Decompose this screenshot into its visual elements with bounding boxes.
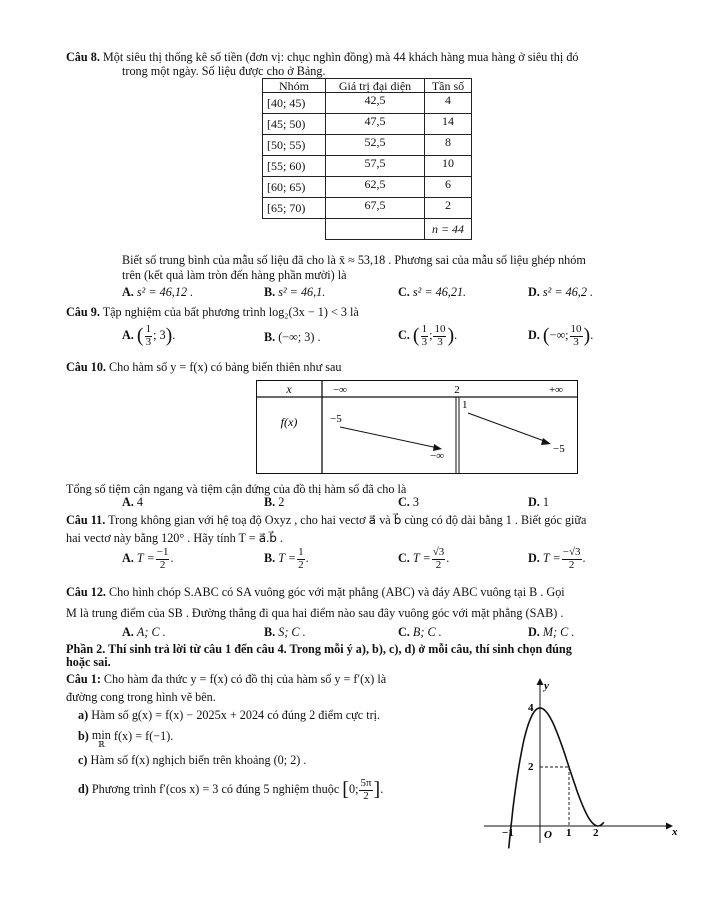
variation-table [256,380,578,474]
decreasing-arrow [340,427,438,448]
table-header: Nhóm [263,79,326,93]
q10-option-d: D. 1 [528,495,549,509]
q11-stem-line2: hai vectơ này bằng 120° . Hãy tính T = a⃗.b⃗ . [66,531,284,545]
group-cell: [60; 65) [263,177,326,198]
q12-option-b: B. S; C . [264,625,306,639]
q12-option-c: C. B; C . [398,625,442,639]
q8-after-line1: Biết số trung bình của mẫu số liệu đã cho là x̄ ≈ 53,18 . Phương sai của mẫu số liệu ghép nhóm [122,253,586,267]
q10-option-b: B. 2 [264,495,285,509]
total-cell: n = 44 [425,219,472,240]
q10-option-c: C. 3 [398,495,419,509]
x-value: 2 [454,384,460,396]
q8-label: Câu 8. [66,50,100,64]
q9-label: Câu 9. [66,305,100,319]
q10-label: Câu 10. [66,360,106,374]
q12-stem-line1: Cho hình chóp S.ABC có SA vuông góc với mặt phẳng (ABC) và đáy ABC vuông tại B . Gọi [109,585,565,599]
q11-stem-line1: Trong không gian với hệ toạ độ Oxyz , cho hai vectơ a⃗ và b⃗ cùng có độ dài bằng 1 . Biết góc giữa [108,513,587,527]
p2q1-item-a: a) Hàm số g(x) = f(x) − 2025x + 2024 có đúng 2 điểm cực trị. [78,708,381,722]
y-tick-label: 2 [528,761,534,773]
x-tick-label: 1 [566,827,572,839]
q8-option-a: A. s² = 46,12 . [122,285,194,299]
mid-cell: 42,5 [326,93,425,114]
y-tick-label: 4 [528,702,534,714]
p2q1-line1 [66,672,386,686]
x-value: −∞ [332,384,348,396]
q11-option-b: B. T = $\frac{1}{2}$ . [264,546,309,571]
table-header: Giá trị đại diện [326,79,425,93]
table-row [263,114,472,135]
freq-cell: 4 [425,93,472,114]
q9-option-a: A. ( $\frac{1}{3}$ ; 3). [122,323,176,348]
q12-stem-line2: M là trung điểm của SB . Đường thẳng đi qua hai điểm nào sau đây vuông góc với mặt phẳng (SAB) . [66,606,564,620]
q8-stem-line2: trong một ngày. Số liệu được cho ở Bảng. [122,64,326,78]
f-value: −5 [553,443,565,455]
q8-line1 [66,50,579,64]
q8-after-line2: trên (kết quả làm tròn đến hàng phần mười) là [122,268,347,282]
q9-option-b: B. (−∞; 3) . [264,330,321,344]
table-row [263,219,472,240]
p2q1-item-d: d) Phương trình f′(cos x) = 3 có đúng 5 nghiệm thuộc [0; $\frac{5\pi}{2}$ ]. [78,777,384,802]
group-cell: [40; 45) [263,93,326,114]
x-axis-label: x [672,826,678,838]
freq-cell: 8 [425,135,472,156]
group-cell: [50; 55) [263,135,326,156]
table-row [263,156,472,177]
x-label: x [286,382,292,396]
q10-stem-line [66,360,342,374]
group-cell: [65; 70) [263,198,326,219]
derivative-graph [484,675,684,850]
x-tick-label: 2 [593,827,599,839]
freq-cell: 6 [425,177,472,198]
f-value: −∞ [430,450,445,462]
x-tick-label: −1 [502,827,514,839]
table-row [263,177,472,198]
q8-option-d: D. s² = 46,2 . [528,285,594,299]
table-header: Tần số [425,79,472,93]
q8-frequency-table [262,78,472,240]
q11-line1 [66,513,586,527]
q11-option-a: A. T = $\frac{-1}{2}$ . [122,546,174,571]
mid-cell: 62,5 [326,177,425,198]
p2q1-item-c: c) Hàm số f(x) nghịch biến trên khoảng (0; 2) . [78,753,307,767]
q9-stem: Tập nghiệm của bất phương trình log₂(3x − 1) < 3 là [102,305,359,319]
f-value: −5 [330,413,342,425]
q8-option-b: B. s² = 46,1. [264,285,326,299]
q11-option-c: C. T = $\frac{√3}{2}$ . [398,546,450,571]
table-row [263,135,472,156]
decreasing-arrow [468,413,547,442]
q8-option-c: C. s² = 46,21. [398,285,467,299]
q9-option-c: C. ( $\frac{1}{3}$ ; $\frac{10}{3}$ ). [398,323,458,348]
q12-option-d: D. M; C . [528,625,575,639]
q9-stem-line [66,305,359,319]
group-cell: [45; 50) [263,114,326,135]
f-value: 1 [462,399,468,411]
part2-heading-line2: hoặc sai. [66,655,111,669]
p2q1-stem-line2: đường cong trong hình vẽ bên. [66,690,216,704]
freq-cell: 2 [425,198,472,219]
q11-label: Câu 11. [66,513,106,527]
mid-cell: 47,5 [326,114,425,135]
origin-label: O [544,829,552,841]
table-row [263,198,472,219]
q12-option-a: A. A; C . [122,625,166,639]
derivative-curve [509,708,604,848]
q10-stem: Cho hàm số y = f(x) có bảng biến thiên như sau [109,360,342,374]
freq-cell: 10 [425,156,472,177]
mid-cell: 57,5 [326,156,425,177]
q8-stem-line1: Một siêu thị thống kê số tiền (đơn vị: chục nghìn đồng) mà 44 khách hàng mua hàng ở siêu thị đó [102,50,579,64]
q12-label: Câu 12. [66,585,106,599]
freq-cell: 14 [425,114,472,135]
q9-option-d: D. (−∞; $\frac{10}{3}$ ). [528,323,594,348]
y-axis-label: y [544,680,549,692]
x-value: +∞ [548,384,564,396]
q10-after: Tổng số tiệm cận ngang và tiệm cận đứng của đồ thị hàm số đã cho là [66,482,407,496]
p2q1-stem-line1: Cho hàm đa thức y = f(x) có đồ thị của hàm số y = f′(x) là [103,672,387,686]
q10-option-a: A. 4 [122,495,143,509]
f-label: f(x) [280,415,298,429]
q12-line1 [66,585,565,599]
p2q1-label: Câu 1: [66,672,101,686]
p2q1-item-b: b) min ℝ f(x) = f(−1). [78,728,174,750]
group-cell: [55; 60) [263,156,326,177]
mid-cell: 67,5 [326,198,425,219]
q11-option-d: D. T = $\frac{-√3}{2}$ . [528,546,586,571]
table-row [263,93,472,114]
mid-cell: 52,5 [326,135,425,156]
part2-heading-line1: Phần 2. Thí sinh trả lời từ câu 1 đến câu 4. Trong mỗi ý a), b), c), d) ở mỗi câu, thí sinh chọn đúng [66,642,572,656]
